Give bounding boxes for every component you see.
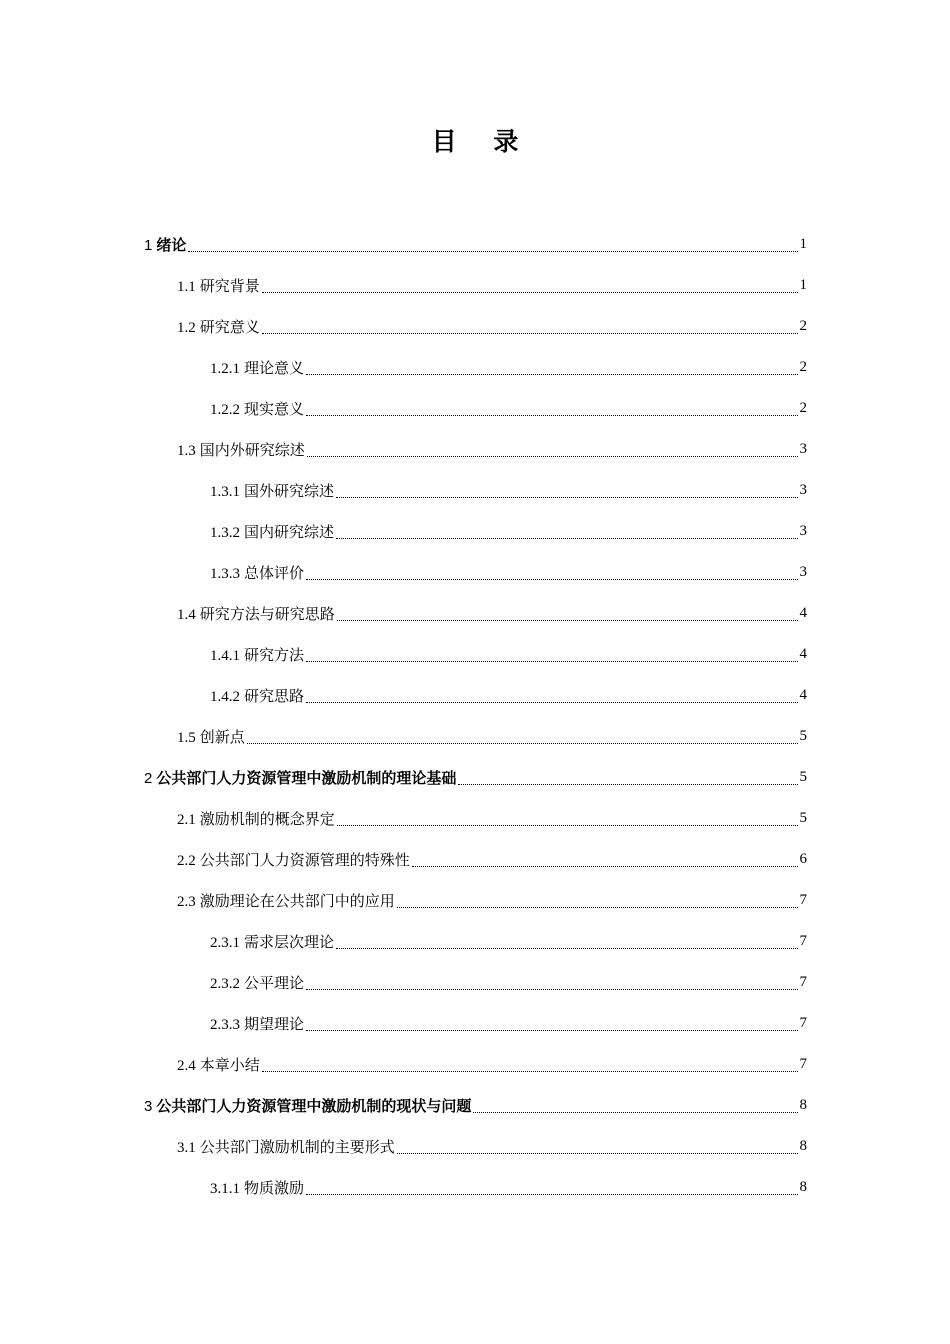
toc-entry-text: 现实意义 bbox=[244, 400, 305, 418]
dot-leader bbox=[306, 578, 797, 580]
toc-entry-number: 1.4 bbox=[177, 607, 196, 623]
toc-entry-label bbox=[210, 972, 304, 993]
toc-entry-text: 总体评价 bbox=[244, 564, 305, 582]
toc-entry-text: 国外研究综述 bbox=[244, 482, 335, 500]
toc-entry-page: 7 bbox=[799, 892, 807, 908]
dot-leader bbox=[337, 824, 798, 826]
toc-entry-1-3[interactable] bbox=[0, 429, 950, 470]
toc-entry-number: 2.1 bbox=[177, 812, 196, 828]
dot-leader bbox=[306, 373, 797, 375]
dot-leader bbox=[262, 1070, 798, 1072]
dot-leader bbox=[336, 947, 797, 949]
dot-leader bbox=[336, 496, 797, 498]
toc-entry-text: 公平理论 bbox=[244, 974, 305, 992]
toc-entry-text: 研究思路 bbox=[244, 687, 305, 705]
toc-entry-number: 1.3 bbox=[177, 443, 196, 459]
toc-entry-label bbox=[210, 562, 304, 583]
toc-entry-number: 2.4 bbox=[177, 1058, 196, 1074]
toc-entry-number: 2.2 bbox=[177, 853, 196, 869]
toc-entry-label bbox=[177, 849, 410, 870]
toc-entry-3-1[interactable] bbox=[0, 1126, 950, 1167]
dot-leader bbox=[397, 1152, 798, 1154]
toc-entry-1-3-3[interactable] bbox=[0, 552, 950, 593]
toc-entry-text: 本章小结 bbox=[199, 1056, 260, 1074]
toc-entry-number: 1.2 bbox=[177, 320, 196, 336]
dot-leader bbox=[306, 414, 797, 416]
toc-entry-text: 激励机制的概念界定 bbox=[199, 810, 335, 828]
toc-entry-label bbox=[210, 685, 304, 706]
toc-entry-1-3-1[interactable] bbox=[0, 470, 950, 511]
toc-entry-text: 研究方法 bbox=[244, 646, 305, 664]
dot-leader bbox=[262, 332, 798, 334]
toc-entry-text: 国内外研究综述 bbox=[199, 441, 305, 459]
toc-entry-page: 4 bbox=[799, 646, 807, 662]
toc-entry-page: 3 bbox=[799, 482, 807, 498]
toc-entry-text: 研究意义 bbox=[199, 318, 260, 336]
dot-leader bbox=[336, 537, 797, 539]
toc-entry-page: 7 bbox=[799, 974, 807, 990]
toc-entry-2-1[interactable] bbox=[0, 798, 950, 839]
toc-entry-label bbox=[177, 1136, 395, 1157]
toc-entry-page: 4 bbox=[799, 605, 807, 621]
toc-entry-page: 8 bbox=[799, 1097, 807, 1113]
toc-entry-page: 3 bbox=[799, 523, 807, 539]
dot-leader bbox=[412, 865, 798, 867]
toc-entry-number: 2 bbox=[144, 770, 153, 787]
toc-entry-label bbox=[210, 931, 334, 952]
toc-entry-label bbox=[210, 1177, 304, 1198]
toc-entry-label bbox=[210, 644, 304, 665]
dot-leader bbox=[473, 1111, 797, 1113]
toc-entry-2-3-1[interactable] bbox=[0, 921, 950, 962]
toc-entry-label bbox=[177, 603, 335, 624]
toc-entry-number: 1.2.1 bbox=[210, 361, 240, 377]
toc-entry-2-2[interactable] bbox=[0, 839, 950, 880]
dot-leader bbox=[306, 1193, 797, 1195]
toc-entry-page: 5 bbox=[799, 728, 807, 744]
toc-entry-page: 1 bbox=[799, 277, 807, 293]
toc-entry-1-4-1[interactable] bbox=[0, 634, 950, 675]
toc-entry-label bbox=[177, 808, 335, 829]
toc-entry-1-2-1[interactable] bbox=[0, 347, 950, 388]
toc-entry-page: 6 bbox=[799, 851, 807, 867]
toc-entry-number: 2.3.3 bbox=[210, 1017, 240, 1033]
toc-entry-label bbox=[177, 316, 260, 337]
toc-entry-1-4-2[interactable] bbox=[0, 675, 950, 716]
toc-entry-1-2-2[interactable] bbox=[0, 388, 950, 429]
dot-leader bbox=[397, 906, 798, 908]
toc-entry-page: 5 bbox=[799, 769, 807, 785]
toc-entry-label bbox=[210, 398, 304, 419]
table-of-contents bbox=[0, 224, 950, 1208]
toc-entry-label bbox=[210, 521, 334, 542]
toc-entry-page: 3 bbox=[799, 564, 807, 580]
toc-entry-text: 研究方法与研究思路 bbox=[199, 605, 335, 623]
toc-entry-1[interactable] bbox=[0, 224, 950, 265]
toc-entry-2-3[interactable] bbox=[0, 880, 950, 921]
toc-entry-number: 2.3 bbox=[177, 894, 196, 910]
toc-entry-page: 2 bbox=[799, 400, 807, 416]
toc-entry-text: 国内研究综述 bbox=[244, 523, 335, 541]
toc-entry-text: 公共部门人力资源管理的特殊性 bbox=[199, 851, 410, 869]
toc-entry-page: 2 bbox=[799, 318, 807, 334]
toc-entry-number: 2.3.1 bbox=[210, 935, 240, 951]
toc-entry-text: 研究背景 bbox=[199, 277, 260, 295]
toc-entry-text: 绪论 bbox=[156, 236, 187, 254]
toc-entry-text: 激励理论在公共部门中的应用 bbox=[199, 892, 395, 910]
toc-entry-number: 1 bbox=[144, 237, 153, 254]
dot-leader bbox=[306, 1029, 797, 1031]
toc-entry-page: 2 bbox=[799, 359, 807, 375]
dot-leader bbox=[188, 250, 797, 252]
toc-entry-number: 1.5 bbox=[177, 730, 196, 746]
toc-entry-page: 3 bbox=[799, 441, 807, 457]
dot-leader bbox=[307, 455, 798, 457]
toc-entry-number: 1.1 bbox=[177, 279, 196, 295]
toc-entry-2[interactable] bbox=[0, 757, 950, 798]
toc-entry-label bbox=[177, 890, 395, 911]
toc-entry-number: 1.3.3 bbox=[210, 566, 240, 582]
toc-entry-label bbox=[177, 726, 245, 747]
toc-entry-page: 8 bbox=[799, 1179, 807, 1195]
toc-entry-3[interactable] bbox=[0, 1085, 950, 1126]
toc-entry-number: 1.3.1 bbox=[210, 484, 240, 500]
toc-entry-number: 3.1.1 bbox=[210, 1181, 240, 1197]
toc-entry-text: 公共部门人力资源管理中激励机制的理论基础 bbox=[156, 769, 457, 787]
toc-entry-text: 公共部门人力资源管理中激励机制的现状与问题 bbox=[156, 1097, 472, 1115]
toc-entry-label bbox=[144, 767, 456, 788]
toc-entry-1-4[interactable] bbox=[0, 593, 950, 634]
toc-entry-1-1[interactable] bbox=[0, 265, 950, 306]
dot-leader bbox=[306, 660, 797, 662]
toc-entry-text: 理论意义 bbox=[244, 359, 305, 377]
toc-entry-label bbox=[177, 275, 260, 296]
toc-entry-label bbox=[177, 1054, 260, 1075]
toc-entry-number: 2.3.2 bbox=[210, 976, 240, 992]
toc-entry-2-3-2[interactable] bbox=[0, 962, 950, 1003]
toc-entry-label bbox=[144, 1095, 471, 1116]
toc-entry-label bbox=[144, 234, 186, 255]
toc-entry-label bbox=[210, 480, 334, 501]
toc-entry-1-3-2[interactable] bbox=[0, 511, 950, 552]
toc-entry-page: 5 bbox=[799, 810, 807, 826]
toc-entry-number: 1.3.2 bbox=[210, 525, 240, 541]
toc-entry-page: 7 bbox=[799, 1056, 807, 1072]
toc-entry-page: 4 bbox=[799, 687, 807, 703]
toc-entry-page: 1 bbox=[799, 236, 807, 252]
toc-entry-page: 7 bbox=[799, 933, 807, 949]
toc-entry-number: 1.4.1 bbox=[210, 648, 240, 664]
toc-entry-text: 公共部门激励机制的主要形式 bbox=[199, 1138, 395, 1156]
toc-entry-label bbox=[177, 439, 305, 460]
toc-entry-number: 1.4.2 bbox=[210, 689, 240, 705]
toc-entry-page: 7 bbox=[799, 1015, 807, 1031]
toc-entry-1-2[interactable] bbox=[0, 306, 950, 347]
toc-entry-1-5[interactable] bbox=[0, 716, 950, 757]
toc-entry-number: 1.2.2 bbox=[210, 402, 240, 418]
toc-entry-text: 创新点 bbox=[199, 728, 245, 746]
dot-leader bbox=[337, 619, 798, 621]
dot-leader bbox=[247, 742, 798, 744]
toc-entry-label bbox=[210, 357, 304, 378]
dot-leader bbox=[458, 783, 797, 785]
dot-leader bbox=[262, 291, 798, 293]
toc-entry-text: 期望理论 bbox=[244, 1015, 305, 1033]
toc-entry-2-3-3[interactable] bbox=[0, 1003, 950, 1044]
toc-entry-text: 需求层次理论 bbox=[244, 933, 335, 951]
dot-leader bbox=[306, 701, 797, 703]
toc-entry-number: 3.1 bbox=[177, 1140, 196, 1156]
toc-entry-number: 3 bbox=[144, 1098, 153, 1115]
toc-entry-text: 物质激励 bbox=[244, 1179, 305, 1197]
toc-title: 目 录 bbox=[431, 127, 533, 156]
toc-entry-3-1-1[interactable] bbox=[0, 1167, 950, 1208]
toc-entry-page: 8 bbox=[799, 1138, 807, 1154]
dot-leader bbox=[306, 988, 797, 990]
toc-entry-2-4[interactable] bbox=[0, 1044, 950, 1085]
toc-entry-label bbox=[210, 1013, 304, 1034]
